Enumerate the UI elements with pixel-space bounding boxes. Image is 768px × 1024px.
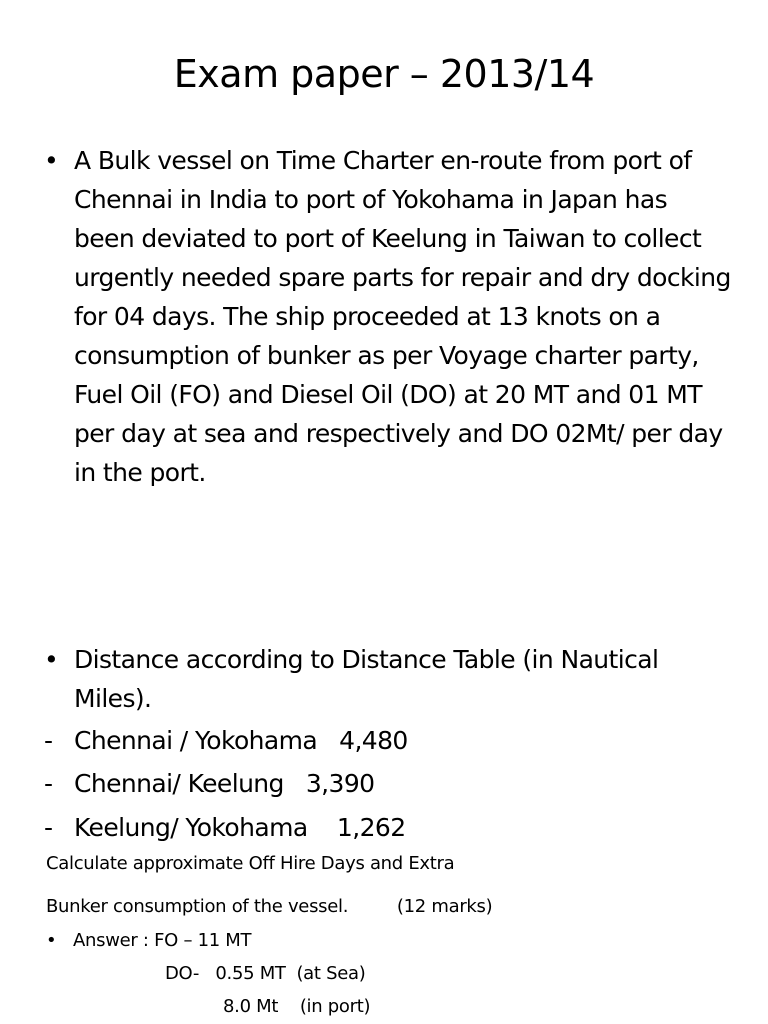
dash-marker: - bbox=[44, 813, 53, 842]
bullet-marker: • bbox=[46, 930, 57, 951]
bullet-item-scenario bbox=[44, 141, 734, 492]
bullet-marker: • bbox=[44, 645, 59, 674]
page-title: Exam paper – 2013/14 bbox=[173, 52, 595, 96]
distance-text: Chennai/ Keelung 3,390 bbox=[74, 769, 375, 798]
scenario-paragraph: A Bulk vessel on Time Charter en-route from port of Chennai in India to port of Yokohama in Japan has been deviated to port of Keelung in Taiwan to collect urgently needed spare parts for repair and dry docking for 04 days. The ship proceeded at 13 knots on a consumption of bunker as per Voyage charter party, Fuel Oil (FO) and Diesel Oil (DO) at 20 MT and 01 MT per day at sea and respectively and DO 02Mt/ per day in the port. bbox=[74, 146, 731, 487]
bullet-item-distance bbox=[44, 640, 734, 718]
question-line-1: Calculate approximate Off Hire Days and Extra bbox=[46, 853, 455, 874]
answer-bullet bbox=[46, 928, 251, 954]
distance-item bbox=[44, 764, 374, 803]
distance-text: Keelung/ Yokohama 1,262 bbox=[74, 813, 406, 842]
distance-item bbox=[44, 808, 406, 847]
answer-line-3: 8.0 Mt (in port) bbox=[223, 996, 371, 1017]
bullet-marker: • bbox=[44, 146, 59, 175]
answer-line-2: DO- 0.55 MT (at Sea) bbox=[165, 963, 366, 984]
distance-text: Chennai / Yokohama 4,480 bbox=[74, 726, 408, 755]
answer-line-1: Answer : FO – 11 MT bbox=[73, 930, 252, 951]
distance-item bbox=[44, 721, 408, 760]
distance-heading: Distance according to Distance Table (in Nautical Miles). bbox=[74, 645, 659, 713]
dash-marker: - bbox=[44, 726, 53, 755]
question-line-2: Bunker consumption of the vessel. (12 marks) bbox=[46, 896, 493, 917]
dash-marker: - bbox=[44, 769, 53, 798]
